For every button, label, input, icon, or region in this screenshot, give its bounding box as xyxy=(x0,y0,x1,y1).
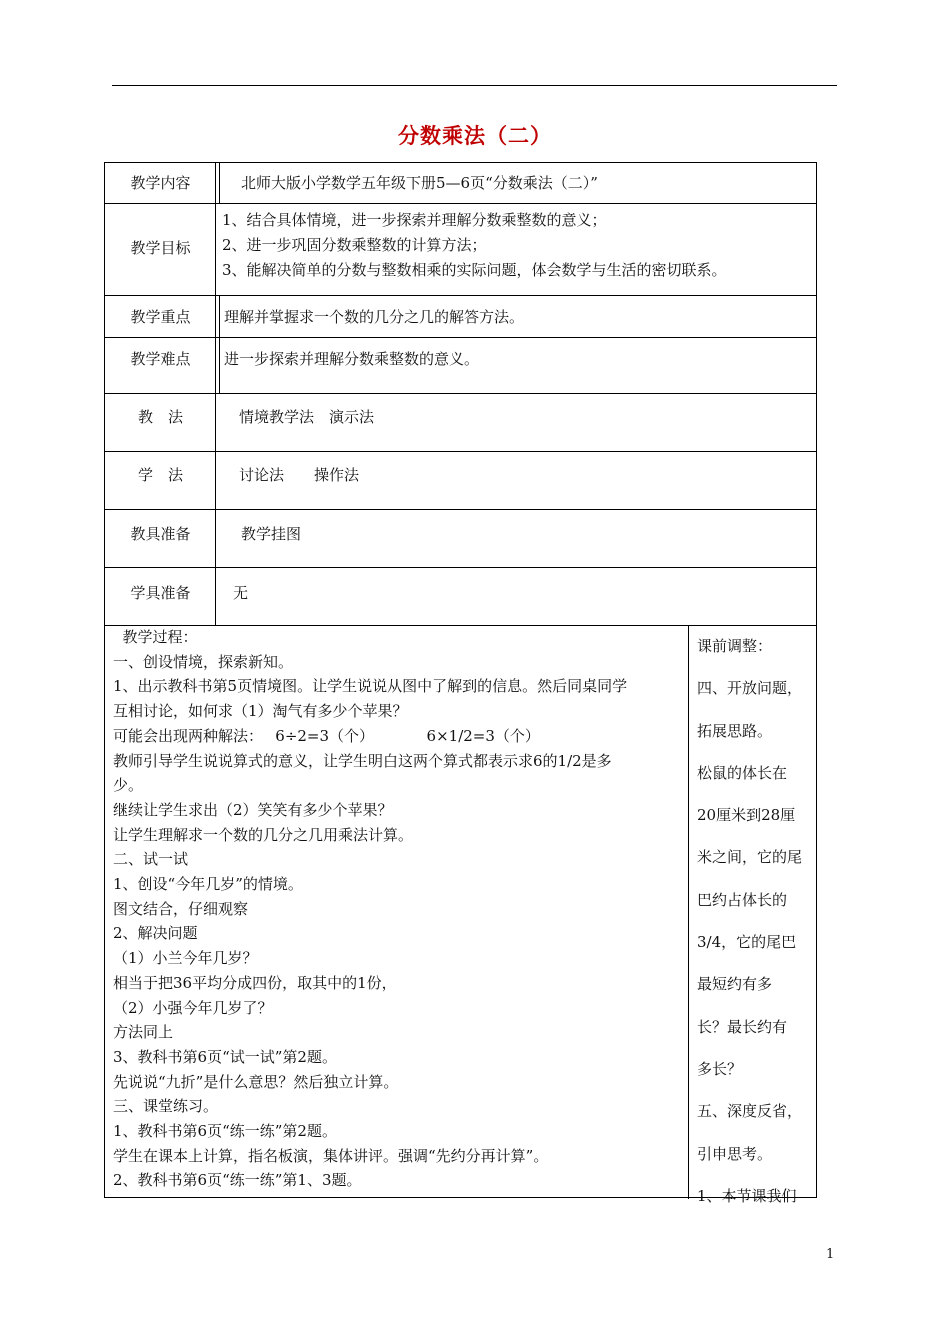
process-line: 1、创设“今年几岁”的情境。 xyxy=(113,875,303,894)
process-section xyxy=(105,625,688,1199)
header-rule xyxy=(112,85,837,86)
row-learning-method-value: 讨论法 操作法 xyxy=(239,466,360,484)
row-teaching-method xyxy=(105,394,816,452)
side-note-line: 20厘米到28厘 xyxy=(697,806,796,825)
row-student-tools-value: 无 xyxy=(233,584,249,602)
process-line: 互相讨论，如何求（1）淘气有多少个苹果？ xyxy=(113,702,408,721)
row-content-value: 北师大版小学数学五年级下册5—6页“分数乘法（二）” xyxy=(241,174,598,192)
process-line: 让学生理解求一个数的几分之几用乘法计算。 xyxy=(113,825,414,844)
side-note-line: 最短约有多 xyxy=(697,975,773,994)
process-line: 1、出示教科书第5页情境图。让学生说说从图中了解到的信息。然后同桌同学 xyxy=(113,677,628,696)
side-note-line: 五、深度反省， xyxy=(697,1102,803,1121)
page-title: 分数乘法（二） xyxy=(398,124,552,148)
side-note-line: 课前调整： xyxy=(697,637,773,655)
row-teaching-method-label-cell xyxy=(105,394,216,451)
side-note-line: 四、开放问题， xyxy=(697,679,803,698)
row-key-point-label-cell xyxy=(105,296,216,337)
row-student-tools xyxy=(105,568,816,626)
row-goals-label: 教学目标 xyxy=(130,239,191,257)
row-content-divider xyxy=(219,163,220,203)
row-goals xyxy=(105,204,816,296)
row-teacher-tools-label: 教具准备 xyxy=(130,525,191,543)
row-teacher-tools-value: 教学挂图 xyxy=(241,525,302,543)
row-student-tools-label: 学具准备 xyxy=(130,584,191,602)
side-note-line: 1、本节课我们 xyxy=(697,1186,797,1205)
row-key-point xyxy=(105,296,816,338)
side-note-line: 巴约占体长的 xyxy=(697,890,788,909)
row-difficulty-value: 进一步探索并理解分数乘整数的意义。 xyxy=(224,350,480,368)
row-learning-method-label-cell xyxy=(105,452,216,509)
side-notes-text xyxy=(697,625,817,1217)
process-line: 1、教科书第6页“练一练”第2题。 xyxy=(113,1122,337,1141)
process-text xyxy=(113,625,683,1193)
process-line: 三、课堂练习。 xyxy=(113,1097,219,1116)
process-line: 继续让学生求出（2）笑笑有多少个苹果？ xyxy=(113,800,393,819)
row-difficulty-label: 教学难点 xyxy=(130,350,191,368)
side-note-line: 长？最长约有 xyxy=(697,1017,788,1036)
row-teaching-method-label: 教 法 xyxy=(137,408,183,426)
row-content xyxy=(105,163,816,204)
row-difficulty-divider xyxy=(219,338,220,393)
process-line: 学生在课本上计算，指名板演，集体讲评。强调“先约分再计算”。 xyxy=(113,1146,549,1165)
page-number: 1 xyxy=(826,1247,835,1262)
row-student-tools-label-cell xyxy=(105,568,216,625)
side-note-line: 米之间，它的尾 xyxy=(697,848,803,867)
process-line: 教学过程： xyxy=(113,628,198,646)
goal-line: 1、结合具体情境，进一步探索并理解分数乘整数的意义； xyxy=(222,211,607,229)
row-key-point-divider xyxy=(219,296,220,337)
row-teaching-method-value: 情境教学法 演示法 xyxy=(239,408,375,426)
row-teacher-tools xyxy=(105,510,816,568)
row-key-point-value: 理解并掌握求一个数的几分之几的解答方法。 xyxy=(224,308,525,326)
row-learning-method xyxy=(105,452,816,510)
process-line: 一、创设情境，探索新知。 xyxy=(113,652,294,671)
side-note-line: 拓展思路。 xyxy=(697,721,773,740)
row-content-label: 教学内容 xyxy=(130,174,191,192)
side-note-line: 3/4，它的尾巴 xyxy=(697,933,797,952)
row-difficulty xyxy=(105,338,816,394)
side-note-line: 多长？ xyxy=(697,1059,743,1078)
process-line: 二、试一试 xyxy=(113,850,189,869)
side-notes-column xyxy=(688,625,819,1205)
process-line: 先说说“九折”是什么意思？然后独立计算。 xyxy=(113,1072,399,1091)
row-difficulty-label-cell xyxy=(105,338,216,393)
process-line: 教师引导学生说说算式的意义，让学生明白这两个算式都表示求6的1/2是多 xyxy=(113,751,612,770)
row-key-point-label: 教学重点 xyxy=(130,308,191,326)
row-goals-label-cell xyxy=(105,204,216,295)
process-line: 方法同上 xyxy=(113,1023,174,1042)
row-content-label-cell xyxy=(105,163,216,203)
process-line: 2、解决问题 xyxy=(113,924,198,943)
lesson-plan-table xyxy=(104,162,817,1205)
goal-line: 3、能解决简单的分数与整数相乘的实际问题，体会数学与生活的密切联系。 xyxy=(222,261,727,279)
process-line: （2）小强今年几岁了？ xyxy=(113,998,273,1017)
goal-line: 2、进一步巩固分数乘整数的计算方法； xyxy=(222,236,487,254)
process-line: 图文结合，仔细观察 xyxy=(113,899,249,918)
row-learning-method-label: 学 法 xyxy=(137,466,183,484)
process-line: 可能会出现两种解法： 6÷2=3（个） 6×1/2=3（个） xyxy=(113,726,540,745)
side-note-line: 引申思考。 xyxy=(697,1144,773,1163)
process-line: 2、教科书第6页“练一练”第1、3题。 xyxy=(113,1171,362,1190)
process-line: （1）小兰今年几岁？ xyxy=(113,949,258,968)
process-line: 3、教科书第6页“试一试”第2题。 xyxy=(113,1047,337,1066)
process-line: 相当于把36平均分成四份，取其中的1份， xyxy=(113,973,397,992)
process-line: 少。 xyxy=(113,776,144,795)
side-note-line: 松鼠的体长在 xyxy=(697,763,788,782)
row-goals-lines xyxy=(222,208,727,283)
row-teacher-tools-label-cell xyxy=(105,510,216,567)
